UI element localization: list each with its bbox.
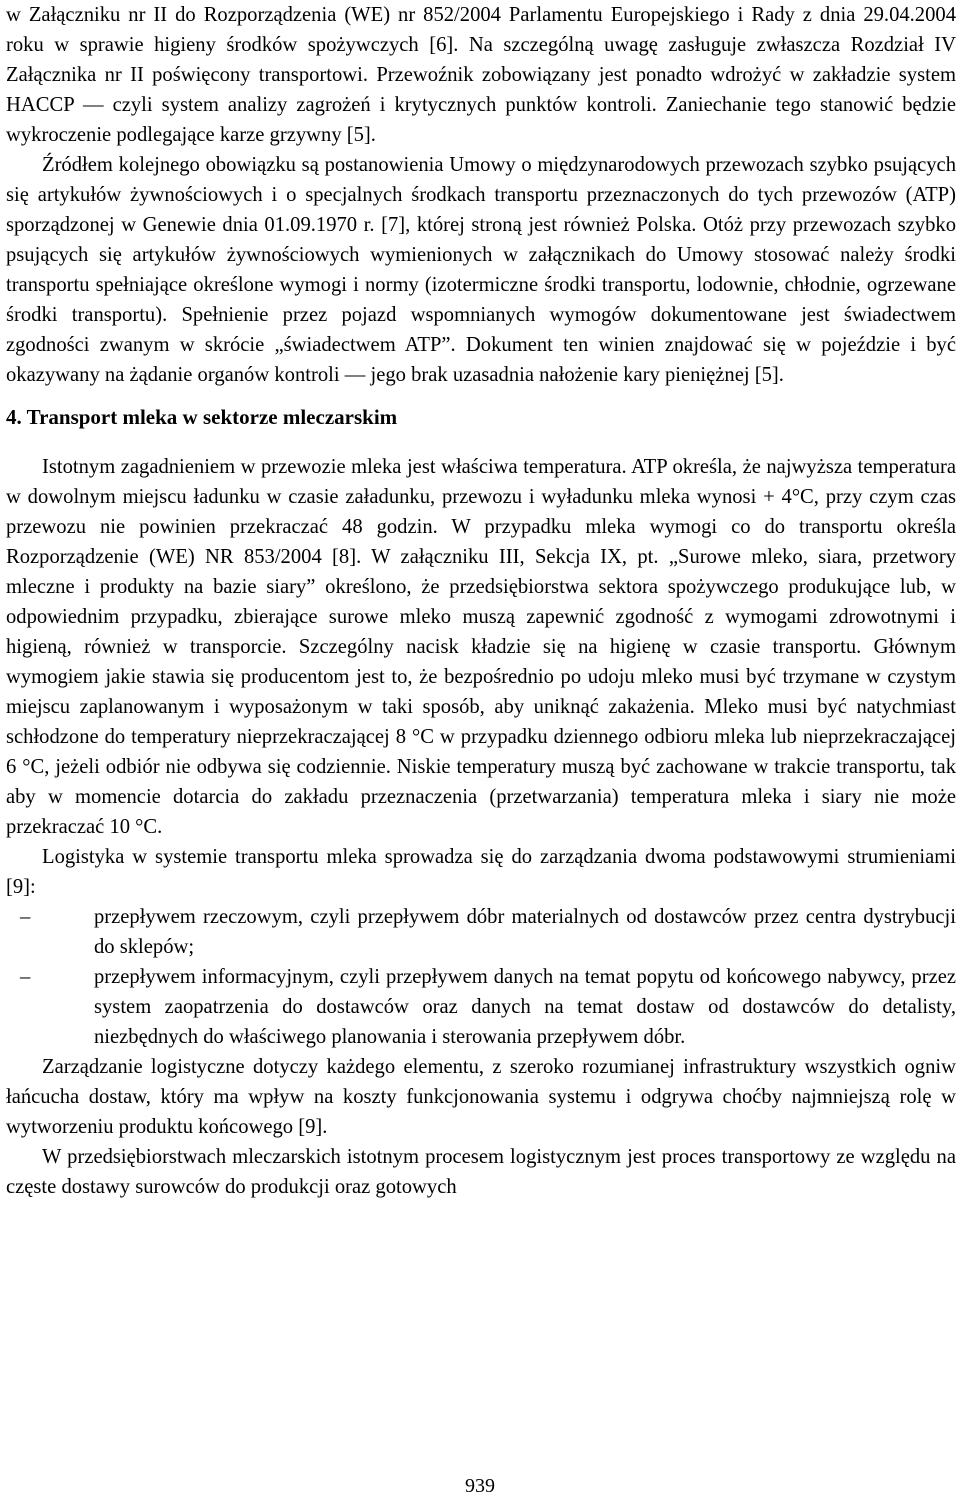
list-bullet: – [20, 966, 31, 988]
list-item [6, 902, 956, 962]
paragraph-atp: Źródłem kolejnego obowiązku są postanowienia Umowy o międzynarodowych przewozach szybko psujących się artykułów żywnościowych i o specjalnych środkach transportu przeznaczonych do tych przewozów (ATP) sporządzonej w Genewie dnia 01.09.1970 r. [7], której stroną jest również Polska. Otóż przy przewozach szybko psujących się artykułów żywnościowych wymienionych w załącznikach do Umowy stosować należy środki transportu spełniające określone wymogi i normy (izotermiczne środki transportu, lodownie, chłodnie, ogrzewane środki transportu). Spełnienie przez pojazd wspomnianych wymogów dokumentowane jest świadectwem zgodności zwanym w skrócie „świadectwem ATP”. Dokument ten winien znajdować się w pojeździe i być okazywany na żądanie organów kontroli — jego brak uzasadnia nałożenie kary pieniężnej [5]. [6, 154, 956, 386]
list-item [6, 962, 956, 1052]
paragraph-transport-process: W przedsiębiorstwach mleczarskich istotnym procesem logistycznym jest proces transportowy ze względu na częste dostawy surowców do produkcji oraz gotowych [6, 1146, 956, 1198]
document-page [6, 0, 956, 1202]
list-item-text: przepływem rzeczowym, czyli przepływem dóbr materialnych od dostawców przez centra dystrybucji do sklepów; [94, 906, 956, 958]
section-heading: 4. Transport mleka w sektorze mleczarskim [6, 405, 398, 429]
paragraph-milk-temperature: Istotnym zagadnieniem w przewozie mleka jest właściwa temperatura. ATP określa, że najwyższa temperatura w dowolnym miejscu ładunku w czasie załadunku, przewozu i wyładunku mleka wynosi + 4°C, przy czym czas przewozu nie powinien przekraczać 48 godzin. W przypadku mleka wymogi co do transportu określa Rozporządzenie (WE) NR 853/2004 [8]. W załączniku III, Sekcja IX, pt. „Surowe mleko, siara, przetwory mleczne i produkty na bazie siary” określono, że przedsiębiorstwa sektora spożywczego produkujące lub, w odpowiednim przypadku, zbierające surowe mleko muszą zapewnić zgodność z wymogami zdrowotnymi i higieną, również w transporcie. Szczególny nacisk kładzie się na higienę w czasie transportu. Głównym wymogiem jakie stawia się producentom jest to, że bezpośrednio po udoju mleko musi być trzymane w czystym miejscu zaplanowanym i wyposażonym w taki sposób, aby uniknąć zakażenia. Mleko musi być natychmiast schłodzone do temperatury nieprzekraczającej 8 °C w przypadku dziennego odbioru mleka lub nieprzekraczającej 6 °C, jeżeli odbiór nie odbywa się codziennie. Niskie temperatury muszą być zachowane w trakcie transportu, tak aby w momencie dotarcia do zakładu przeznaczenia (przetwarzania) temperatura mleka i siary nie może przekraczać 10 °C. [6, 456, 956, 838]
page-number: 939 [465, 1475, 495, 1497]
list-item-text: przepływem informacyjnym, czyli przepływem danych na temat popytu od końcowego nabywcy, przez system zaopatrzenia do dostawców oraz danych na temat dostaw od dostawców do detalisty, niezbędnych do właściwego planowania i sterowania przepływem dóbr. [94, 966, 956, 1048]
streams-list [6, 902, 956, 1052]
paragraph-haccp: w Załączniku nr II do Rozporządzenia (WE) nr 852/2004 Parlamentu Europejskiego i Rady z dnia 29.04.2004 roku w sprawie higieny środków spożywczych [6]. Na szczególną uwagę zasługuje zwłaszcza Rozdział IV Załącznika nr II poświęcony transportowi. Przewoźnik zobowiązany jest ponadto wdrożyć w zakładzie system HACCP — czyli system analizy zagrożeń i krytycznych punktów kontroli. Zaniechanie tego stanowić będzie wykroczenie podlegające karze grzywny [5]. [6, 4, 956, 146]
list-bullet: – [20, 906, 31, 928]
paragraph-logistics-management: Zarządzanie logistyczne dotyczy każdego elementu, z szeroko rozumianej infrastruktury wszystkich ogniw łańcucha dostaw, który ma wpływ na koszty funkcjonowania systemu i odgrywa choćby najmniejszą rolę w wytworzeniu produktu końcowego [9]. [6, 1056, 956, 1138]
paragraph-logistics-streams: Logistyka w systemie transportu mleka sprowadza się do zarządzania dwoma podstawowymi strumieniami [9]: [6, 846, 956, 898]
